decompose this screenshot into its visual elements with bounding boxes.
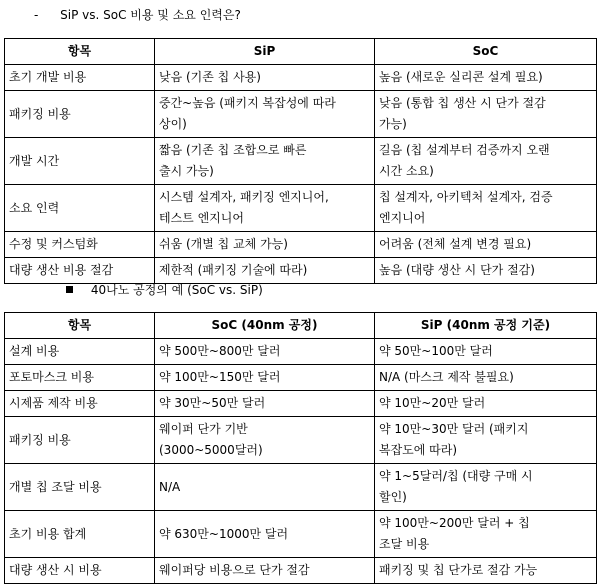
cell-item <box>5 558 155 584</box>
cell-item <box>5 511 155 558</box>
table-1-row <box>5 185 597 232</box>
cell-text: 가능) <box>379 117 407 131</box>
cell-text: 약 50만~100만 달러 <box>379 344 493 358</box>
table-1-row <box>5 65 597 91</box>
cell-text: 대량 생산 시 비용 <box>9 563 102 577</box>
table-1-row <box>5 91 597 138</box>
cell-text: 시제품 제작 비용 <box>9 396 98 410</box>
cell-text: 출시 가능) <box>159 164 214 178</box>
cell-item <box>5 258 155 284</box>
cell-soc <box>155 464 375 511</box>
cell-item <box>5 185 155 232</box>
column-header: SoC <box>375 39 597 65</box>
cell-sip <box>375 511 597 558</box>
cell-text: (3000~5000달러) <box>159 443 263 457</box>
cell-text: 시스템 설계자, 패키징 엔지니어, <box>159 190 329 204</box>
cell-text: 약 100만~200만 달러 + 칩 <box>379 516 530 530</box>
sip-vs-soc-table <box>4 38 597 284</box>
cell-sip <box>155 138 375 185</box>
heading-1-text: SiP vs. SoC 비용 및 소요 인력은? <box>60 8 241 22</box>
cell-text: 복잡도에 따라) <box>379 443 458 457</box>
cell-soc <box>375 138 597 185</box>
cell-text: 수정 및 커스텀화 <box>9 237 98 251</box>
cell-item <box>5 232 155 258</box>
cell-text: 초기 비용 합계 <box>9 526 87 541</box>
cell-soc <box>155 558 375 584</box>
cell-text: 칩 설계자, 아키텍처 설계자, 검증 <box>379 190 553 204</box>
cell-soc <box>155 391 375 417</box>
cell-sip <box>155 185 375 232</box>
table-2-row <box>5 464 597 511</box>
cell-item <box>5 365 155 391</box>
table-1-row <box>5 138 597 185</box>
cell-text: 어려움 (전체 설계 변경 필요) <box>379 237 532 251</box>
cell-soc <box>155 511 375 558</box>
square-bullet-icon <box>66 286 73 293</box>
cell-sip <box>375 558 597 584</box>
table-1-row <box>5 258 597 284</box>
cell-text: 높음 (대량 생산 시 단가 절감) <box>379 263 535 277</box>
column-header: 항목 <box>5 313 155 339</box>
cell-sip <box>375 365 597 391</box>
cell-text: 약 500만~800만 달러 <box>159 344 281 358</box>
cell-text: 웨이퍼 단가 기반 <box>159 422 248 436</box>
cell-text: 중간~높음 (패키지 복잡성에 따라 <box>159 96 336 110</box>
cell-text: N/A <box>159 479 181 494</box>
cell-soc <box>375 185 597 232</box>
cell-soc <box>375 258 597 284</box>
cell-text: 약 630만~1000만 달러 <box>159 526 289 541</box>
cell-text: 대량 생산 비용 절감 <box>9 263 114 277</box>
column-header: SoC (40nm 공정) <box>155 313 375 339</box>
cell-item <box>5 138 155 185</box>
cell-text: 쉬움 (개별 칩 교체 가능) <box>159 237 288 251</box>
cell-text: 낮음 (기존 칩 사용) <box>159 70 261 84</box>
table-2-row <box>5 339 597 365</box>
heading-2 <box>66 281 263 298</box>
cell-text: 개별 칩 조달 비용 <box>9 479 102 494</box>
cell-text: 시간 소요) <box>379 164 434 178</box>
cell-sip <box>375 339 597 365</box>
cell-text: 설계 비용 <box>9 344 60 358</box>
cell-sip <box>375 391 597 417</box>
column-header: SiP <box>155 39 375 65</box>
table-2-row <box>5 511 597 558</box>
table-2-row <box>5 558 597 584</box>
cell-text: N/A (마스크 제작 불필요) <box>379 370 514 384</box>
cell-soc <box>155 339 375 365</box>
cell-sip <box>155 232 375 258</box>
cell-text: 조달 비용 <box>379 537 430 551</box>
cell-item <box>5 91 155 138</box>
cell-soc <box>375 65 597 91</box>
cell-text: 약 1~5달러/칩 (대량 구매 시 <box>379 469 533 483</box>
cell-text: 높음 (새로운 실리콘 설계 필요) <box>379 70 543 84</box>
cell-soc <box>375 232 597 258</box>
cell-soc <box>155 365 375 391</box>
cell-text: 제한적 (패키징 기술에 따라) <box>159 263 308 277</box>
cell-text: 약 30만~50만 달러 <box>159 396 266 410</box>
cell-text: 짧음 (기존 칩 조합으로 빠른 <box>159 143 307 157</box>
40nm-cost-table <box>4 312 597 584</box>
table-2-row <box>5 417 597 464</box>
cell-text: 포토마스크 비용 <box>9 370 94 384</box>
cell-text: 할인) <box>379 490 407 504</box>
cell-sip <box>155 91 375 138</box>
cell-text: 엔지니어 <box>379 211 426 225</box>
cell-text: 패키징 비용 <box>9 106 71 121</box>
cell-item <box>5 339 155 365</box>
cell-text: 패키징 비용 <box>9 432 71 447</box>
column-header: 항목 <box>5 39 155 65</box>
cell-soc <box>375 91 597 138</box>
cell-item <box>5 417 155 464</box>
table-2-row <box>5 391 597 417</box>
cell-text: 약 10만~20만 달러 <box>379 396 486 410</box>
cell-text: 길음 (칩 설계부터 검증까지 오랜 <box>379 143 550 157</box>
cell-soc <box>155 417 375 464</box>
cell-sip <box>155 65 375 91</box>
cell-text: 약 100만~150만 달러 <box>159 370 281 384</box>
heading-1-dash: - <box>34 8 39 22</box>
cell-sip <box>375 417 597 464</box>
cell-text: 소요 인력 <box>9 200 60 215</box>
cell-text: 초기 개발 비용 <box>9 70 87 84</box>
table-2-row <box>5 365 597 391</box>
cell-text: 테스트 엔지니어 <box>159 211 244 225</box>
cell-item <box>5 464 155 511</box>
cell-text: 웨이퍼당 비용으로 단가 절감 <box>159 563 310 577</box>
cell-text: 개발 시간 <box>9 153 60 168</box>
cell-item <box>5 65 155 91</box>
heading-2-text: 40나노 공정의 예 (SoC vs. SiP) <box>90 283 263 297</box>
heading-1 <box>34 6 241 23</box>
column-header: SiP (40nm 공정 기준) <box>375 313 597 339</box>
cell-text: 낮음 (통합 칩 생산 시 단가 절감 <box>379 96 546 110</box>
cell-text: 패키징 및 칩 단가로 절감 가능 <box>379 563 538 577</box>
cell-sip <box>375 464 597 511</box>
cell-text: 상이) <box>159 117 187 131</box>
table-1-row <box>5 232 597 258</box>
cell-item <box>5 391 155 417</box>
cell-sip <box>155 258 375 284</box>
cell-text: 약 10만~30만 달러 (패키지 <box>379 422 529 436</box>
